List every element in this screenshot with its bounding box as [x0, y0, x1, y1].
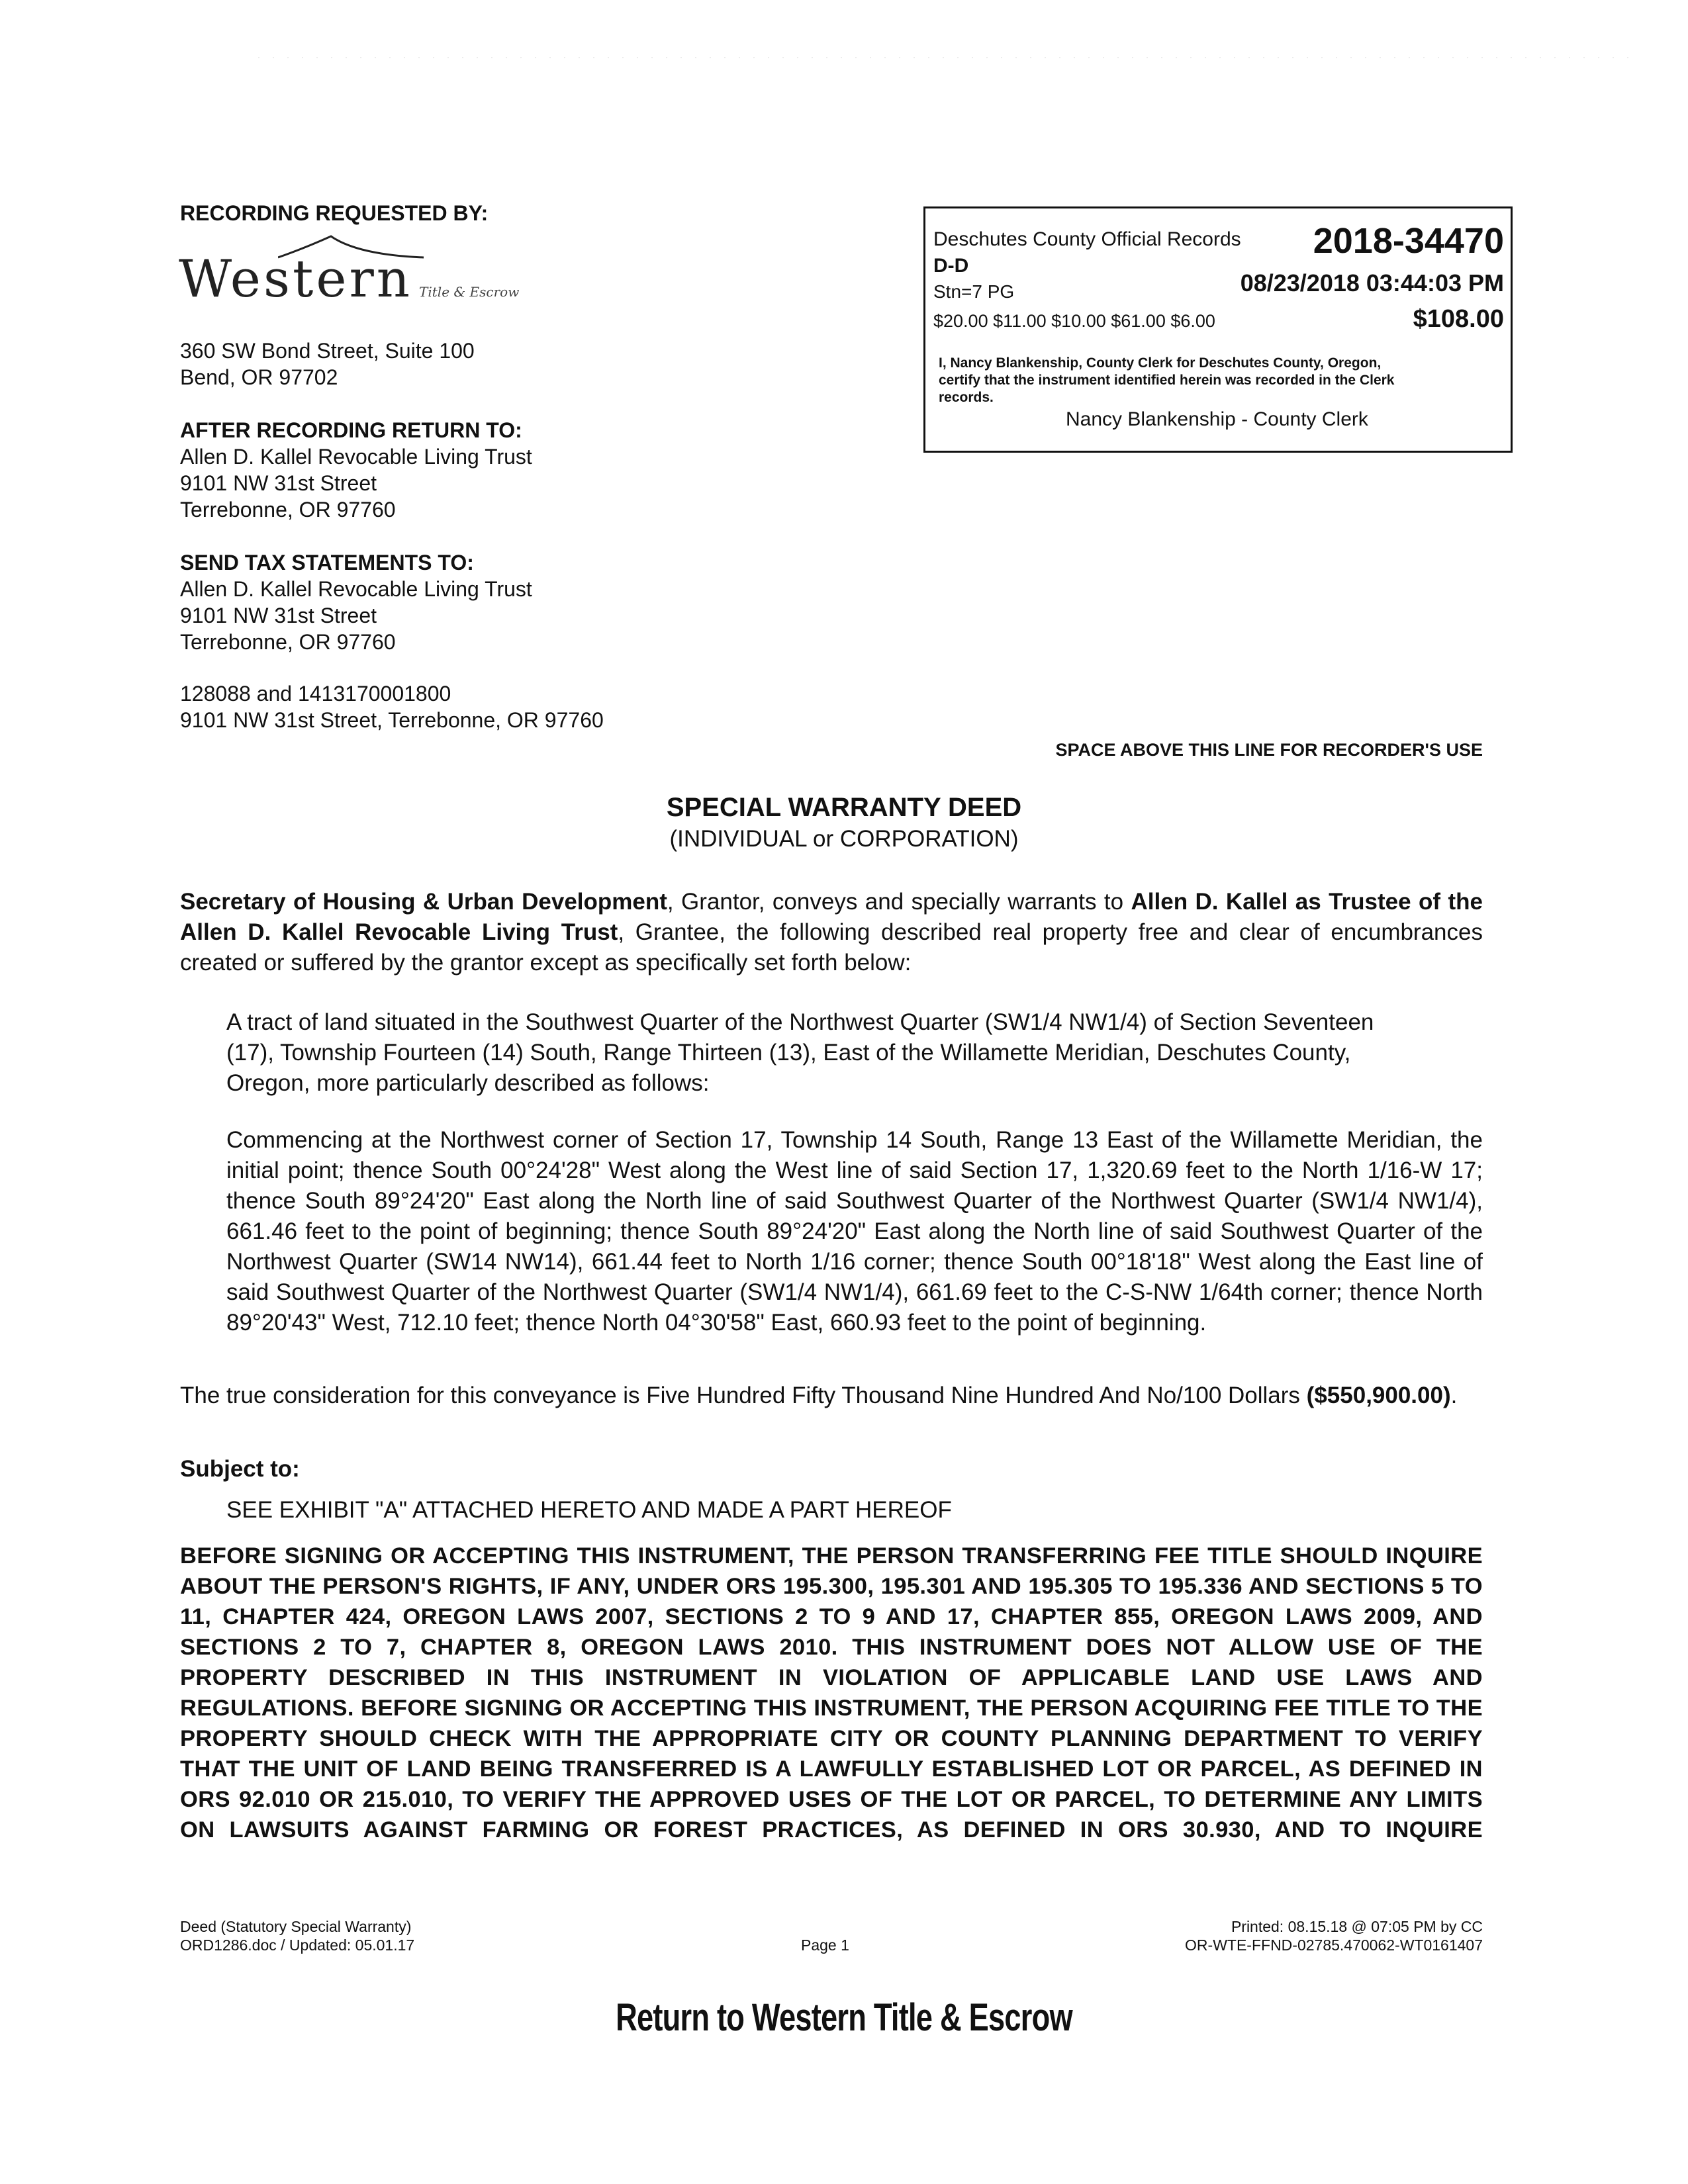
consideration-period: . — [1450, 1383, 1458, 1408]
return-to-label: AFTER RECORDING RETURN TO: — [180, 418, 522, 442]
conveyance-paragraph — [180, 887, 1483, 978]
recording-requested-label: RECORDING REQUESTED BY: — [180, 201, 489, 225]
company-tagline: Title & Escrow — [419, 284, 520, 300]
certification-line-1: I, Nancy Blankenship, County Clerk for Deschutes County, Oregon, — [939, 355, 1382, 371]
doc-type: D-D — [933, 255, 969, 277]
company-address-line-2: Bend, OR 97702 — [180, 365, 338, 389]
tax-address-line-2: Terrebonne, OR 97760 — [180, 630, 396, 654]
fee-breakdown: $20.00 $11.00 $10.00 $61.00 $6.00 — [933, 311, 1215, 331]
footer-form-file: ORD1286.doc / Updated: 05.01.17 — [180, 1936, 415, 1954]
grantor-name: Secretary of Housing & Urban Development — [180, 889, 667, 915]
record-number: 2018-34470 — [1313, 221, 1504, 261]
footer-form-name: Deed (Statutory Special Warranty) — [180, 1918, 412, 1935]
consideration-amount: ($550,900.00) — [1306, 1383, 1451, 1408]
company-name: Western — [179, 250, 413, 309]
grantor-text: , Grantor, conveys and specially warrants to — [667, 889, 1131, 915]
consideration-text: The true consideration for this conveyance is Five Hundred Fifty Thousand Nine Hundred And No/100 Dollars — [180, 1383, 1300, 1408]
return-stamp: Return to Western Title & Escrow — [616, 1996, 1072, 2039]
footer-order-ref: OR-WTE-FFND-02785.470062-WT0161407 — [1185, 1936, 1483, 1954]
return-name: Allen D. Kallel Revocable Living Trust — [180, 445, 532, 469]
certification-line-2: certify that the instrument identified herein was recorded in the Clerk — [939, 373, 1395, 388]
return-address-line-1: 9101 NW 31st Street — [180, 471, 377, 495]
recorder-box — [923, 206, 1513, 453]
footer-page-number: Page 1 — [801, 1936, 849, 1954]
grantee-name: Allen D. Kallel as Trustee of the Allen D. Kallel Revocable Living Trust — [180, 889, 1483, 945]
legal-description-intro: A tract of land situated in the Southwest Quarter of the Northwest Quarter (SW1/4 NW1/4) of Section Seventeen (17), Township Fourteen (14) South, Range Thirteen (13), East of the Willamette Meridian, Deschutes County, Oregon, more particularly described as follows: — [226, 1009, 1374, 1096]
company-address-line-1: 360 SW Bond Street, Suite 100 — [180, 339, 475, 363]
account-numbers: 128088 and 1413170001800 — [180, 682, 451, 705]
deed-title: SPECIAL WARRANTY DEED — [666, 793, 1022, 822]
legal-description-metes-bounds: Commencing at the Northwest corner of Section 17, Township 14 South, Range 13 East of the Willamette Meridian, the initial point; thence South 00°24'28" West along the West line of said Section 17, 1,320.69 feet to the North 1/16-W 17; thence South 89°24'20" East along the North line of said Southwest Quarter of the Northwest Quarter (SW1/4 NW1/4), 661.46 feet to the point of beginning; thence South 89°24'20" East along the North line of said Southwest Quarter of the Northwest Quarter (SW14 NW14), 661.44 feet to North 1/16 corner; thence South 00°18'18" West along the East line of said Southwest Quarter of the Northwest Quarter (SW1/4 NW1/4), 661.69 feet to the C-S-NW 1/64th corner; thence North 89°20'43" West, 712.10 feet; thence North 04°30'58" East, 660.93 feet to the point of beginning. — [226, 1127, 1483, 1336]
tax-address-line-1: 9101 NW 31st Street — [180, 604, 377, 627]
station: Stn=7 PG — [933, 281, 1015, 302]
exhibit-reference: SEE EXHIBIT "A" ATTACHED HERETO AND MADE A PART HEREOF — [226, 1497, 952, 1523]
record-timestamp: 08/23/2018 03:44:03 PM — [1240, 269, 1504, 296]
deed-subtitle: (INDIVIDUAL or CORPORATION) — [669, 826, 1019, 852]
property-address: 9101 NW 31st Street, Terrebonne, OR 97760 — [180, 708, 604, 732]
consideration-paragraph — [180, 1381, 1483, 1411]
subject-to-label: Subject to: — [180, 1456, 300, 1482]
return-address-line-2: Terrebonne, OR 97760 — [180, 498, 396, 522]
footer-printed: Printed: 08.15.18 @ 07:05 PM by CC — [1231, 1918, 1483, 1935]
records-title: Deschutes County Official Records — [933, 228, 1241, 250]
tax-statements-label: SEND TAX STATEMENTS TO: — [180, 551, 474, 574]
statutory-warning: BEFORE SIGNING OR ACCEPTING THIS INSTRUMENT, THE PERSON TRANSFERRING FEE TITLE SHOULD INQUIRE ABOUT THE PERSON'S RIGHTS, IF ANY, UNDER ORS 195.300, 195.301 AND 195.305 TO 195.336 AND SECTIONS 5 TO 11, CHAPTER 424, OREGON LAWS 2007, SECTIONS 2 TO 9 AND 17, CHAPTER 855, OREGON LAWS 2009, AND SECTIONS 2 TO 7, CHAPTER 8, OREGON LAWS 2010. THIS INSTRUMENT DOES NOT ALLOW USE OF THE PROPERTY DESCRIBED IN THIS INSTRUMENT IN VIOLATION OF APPLICABLE LAND USE LAWS AND REGULATIONS. BEFORE SIGNING OR ACCEPTING THIS INSTRUMENT, THE PERSON ACQUIRING FEE TITLE TO THE PROPERTY SHOULD CHECK WITH THE APPROPRIATE CITY OR COUNTY PLANNING DEPARTMENT TO VERIFY THAT THE UNIT OF LAND BEING TRANSFERRED IS A LAWFULLY ESTABLISHED LOT OR PARCEL, AS DEFINED IN ORS 92.010 OR 215.010, TO VERIFY THE APPROVED USES OF THE LOT OR PARCEL, TO DETERMINE ANY LIMITS ON LAWSUITS AGAINST FARMING OR FOREST PRACTICES, AS DEFINED IN ORS 30.930, AND TO INQUIRE — [180, 1543, 1483, 1843]
recorder-space-note: SPACE ABOVE THIS LINE FOR RECORDER'S USE — [1055, 740, 1483, 760]
scan-artifact — [252, 56, 1642, 60]
certification-line-3: records. — [939, 390, 994, 405]
clerk-signature: Nancy Blankenship - County Clerk — [1066, 408, 1368, 430]
fee-total: $108.00 — [1413, 305, 1504, 333]
tax-name: Allen D. Kallel Revocable Living Trust — [180, 577, 532, 601]
grantee-text: , Grantee, the following described real property free and clear of encumbrances created or suffered by the grantor except as specifically set forth below: — [180, 919, 1483, 976]
